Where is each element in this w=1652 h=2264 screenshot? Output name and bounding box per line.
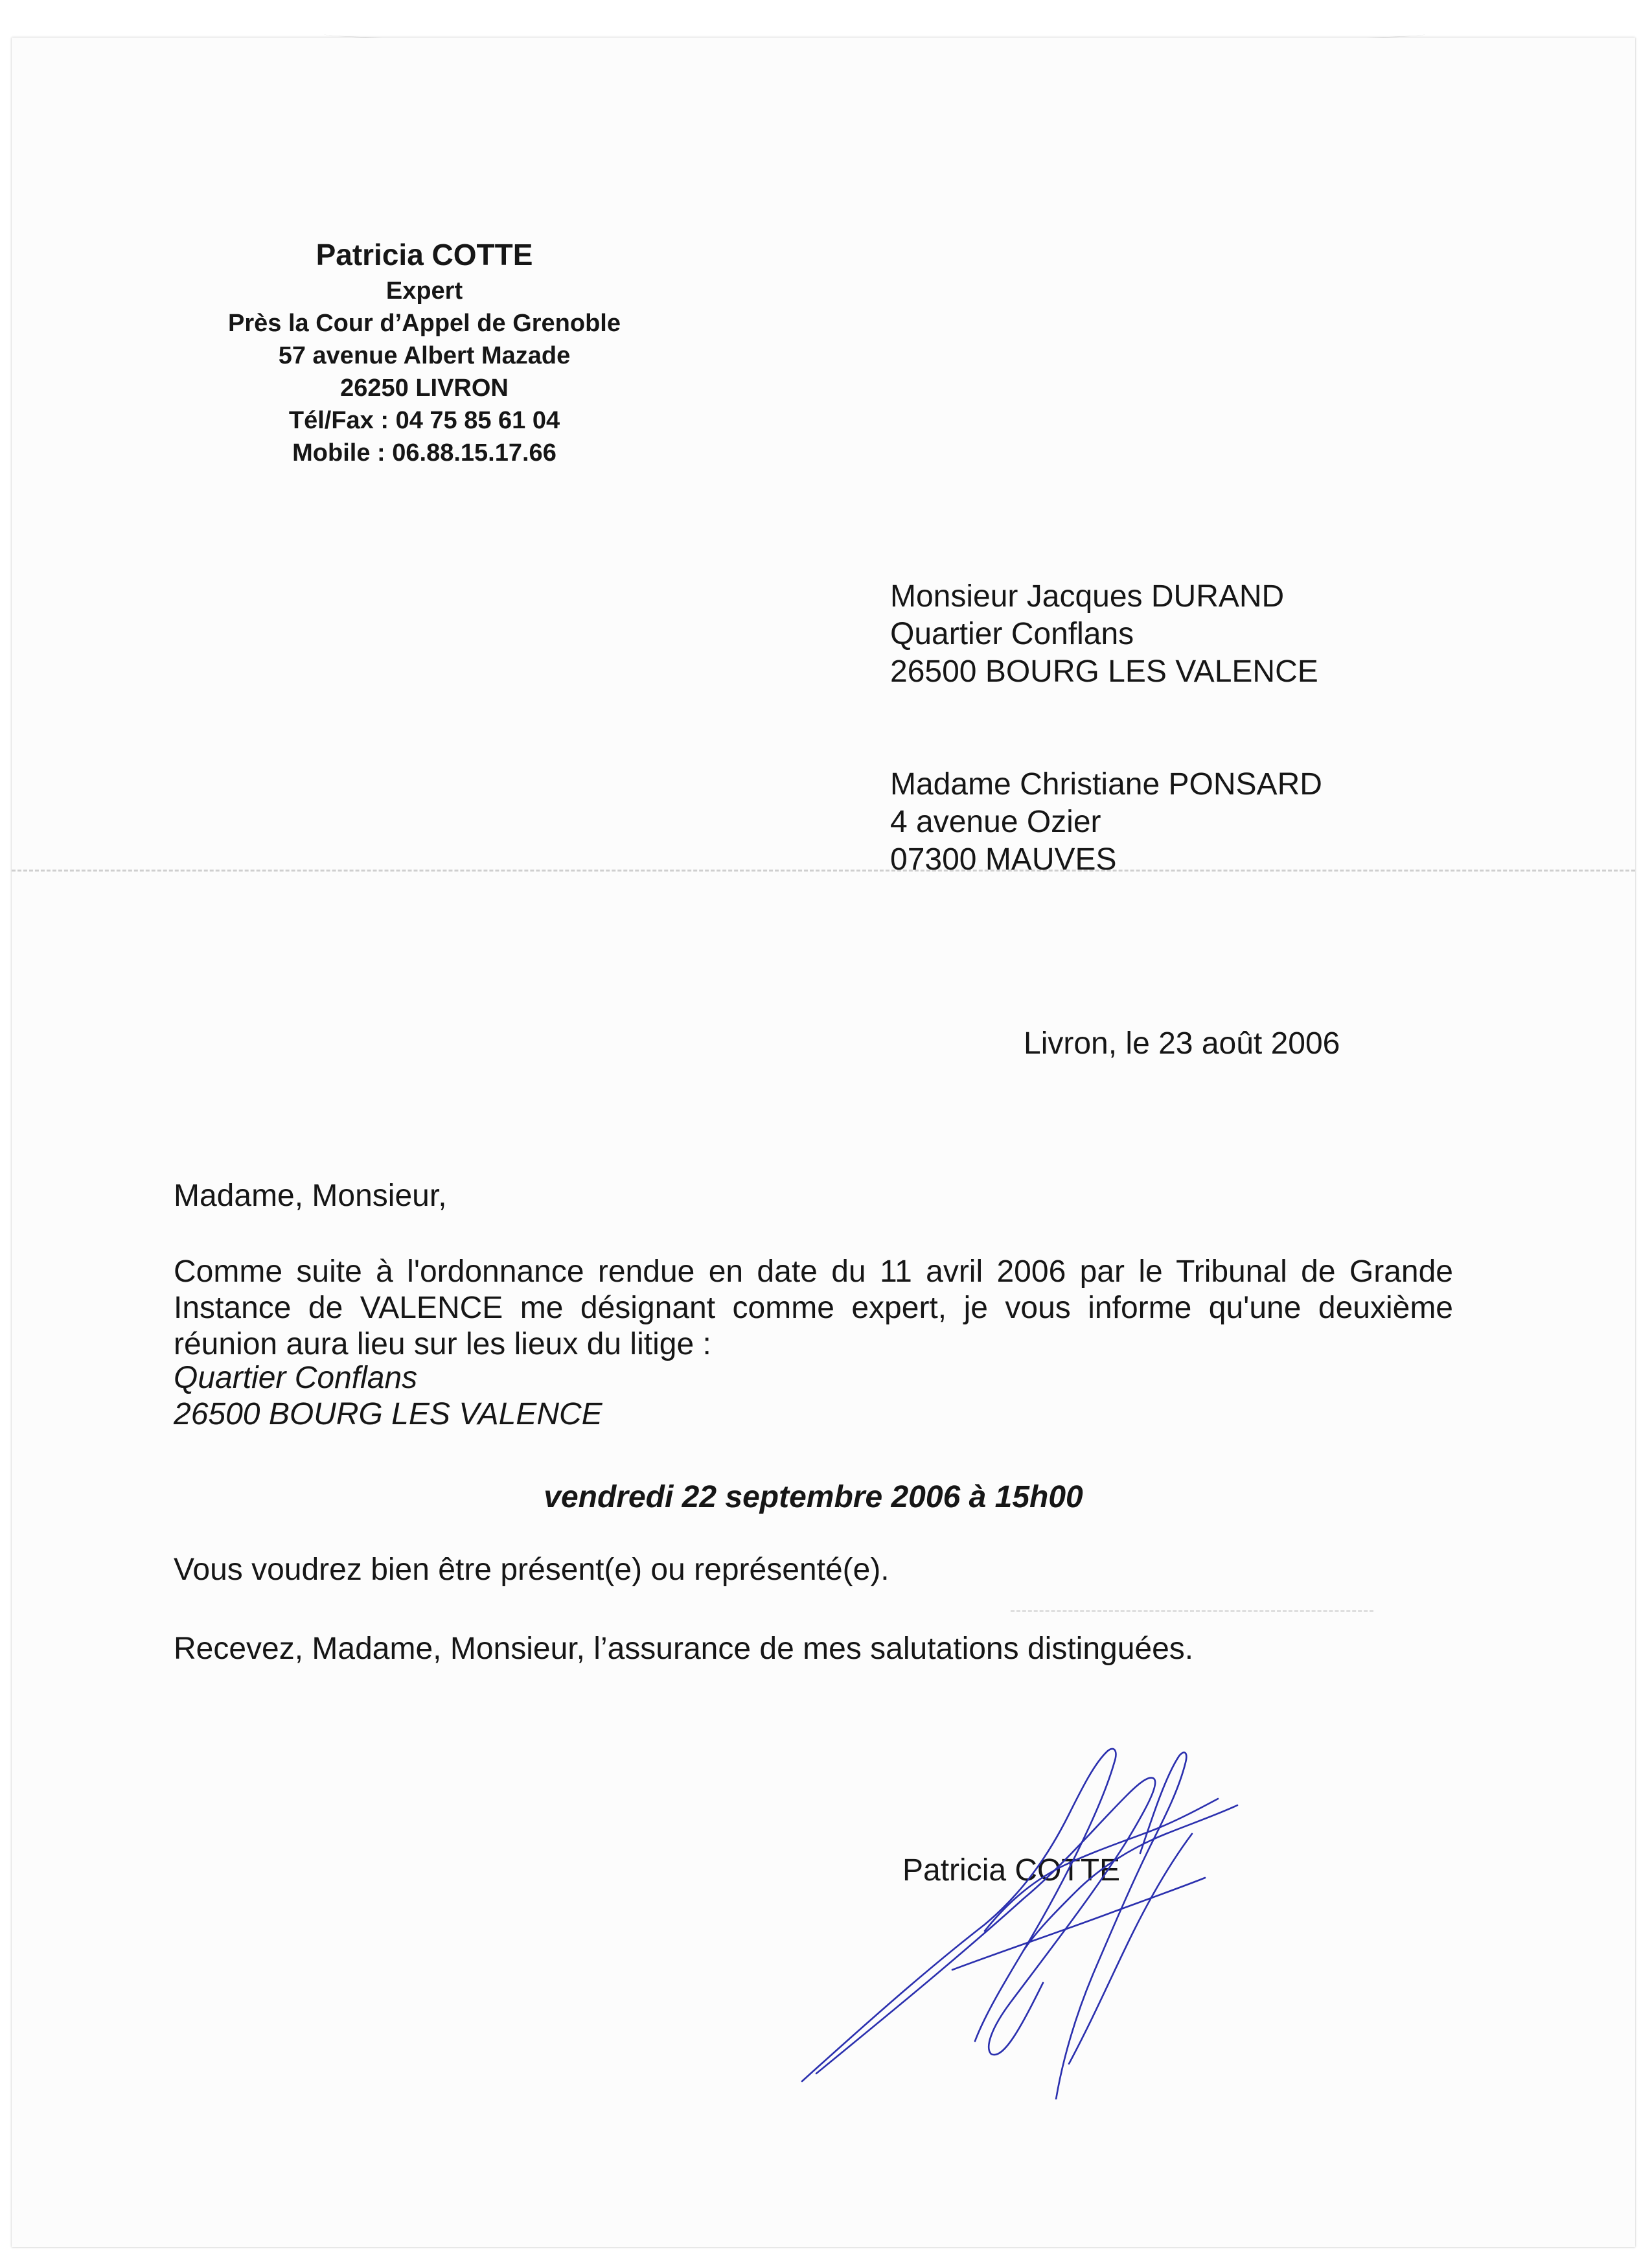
location-city: 26500 BOURG LES VALENCE <box>174 1397 602 1431</box>
sender-title: Expert <box>385 277 463 305</box>
sender-court: Près la Cour d’Appel de Grenoble <box>227 310 621 337</box>
recipient-name: Monsieur Jacques DURAND <box>890 579 1285 614</box>
signer-name: Patricia COTTE <box>902 1853 1121 1888</box>
presence-request: Vous voudrez bien être présent(e) ou représenté(e). <box>174 1553 889 1587</box>
sender-mobile: Mobile : 06.88.15.17.66 <box>292 439 556 467</box>
letter-date: Livron, le 23 août 2006 <box>1024 1026 1340 1061</box>
sender-name: Patricia COTTE <box>315 238 533 271</box>
sender-city: 26250 LIVRON <box>340 375 509 402</box>
body-line: Comme suite à l'ordonnance rendue en date du 11 avril 2006 par le Tribunal de Grande <box>174 1254 1453 1289</box>
recipient-address-2 <box>890 766 1322 879</box>
fold-crease <box>12 870 1635 872</box>
meeting-location <box>174 1360 602 1433</box>
signature-stroke <box>816 1777 1155 2073</box>
recipient-address-1 <box>890 578 1318 691</box>
signature-strokes <box>802 1749 1237 2099</box>
sender-phone-fax: Tél/Fax : 04 75 85 61 04 <box>288 407 560 434</box>
closing-formula: Recevez, Madame, Monsieur, l’assurance de mes salutations distinguées. <box>174 1632 1194 1666</box>
recipient-street: 4 avenue Ozier <box>890 805 1101 839</box>
handwritten-signature <box>790 1737 1257 2099</box>
recipient-city: 07300 MAUVES <box>890 842 1117 877</box>
fold-crease-lower <box>1011 1610 1373 1612</box>
sender-street: 57 avenue Albert Mazade <box>278 342 571 369</box>
body-line: réunion aura lieu sur les lieux du litige : <box>174 1327 711 1361</box>
appointment-datetime: vendredi 22 septembre 2006 à 15h00 <box>544 1480 1083 1514</box>
signature-stroke <box>1069 1834 1192 2064</box>
recipient-name: Madame Christiane PONSARD <box>890 767 1322 802</box>
location-street: Quartier Conflans <box>174 1361 418 1395</box>
sender-letterhead <box>159 235 690 469</box>
body-line: Instance de VALENCE me désignant comme expert, je vous informe qu'une deuxième <box>174 1291 1453 1325</box>
recipient-city: 26500 BOURG LES VALENCE <box>890 654 1318 689</box>
signature-stroke <box>985 1799 1218 1931</box>
signature-stroke <box>802 1749 1116 2081</box>
body-paragraph <box>174 1254 1453 1363</box>
recipient-street: Quartier Conflans <box>890 617 1134 651</box>
salutation: Madame, Monsieur, <box>174 1179 447 1213</box>
